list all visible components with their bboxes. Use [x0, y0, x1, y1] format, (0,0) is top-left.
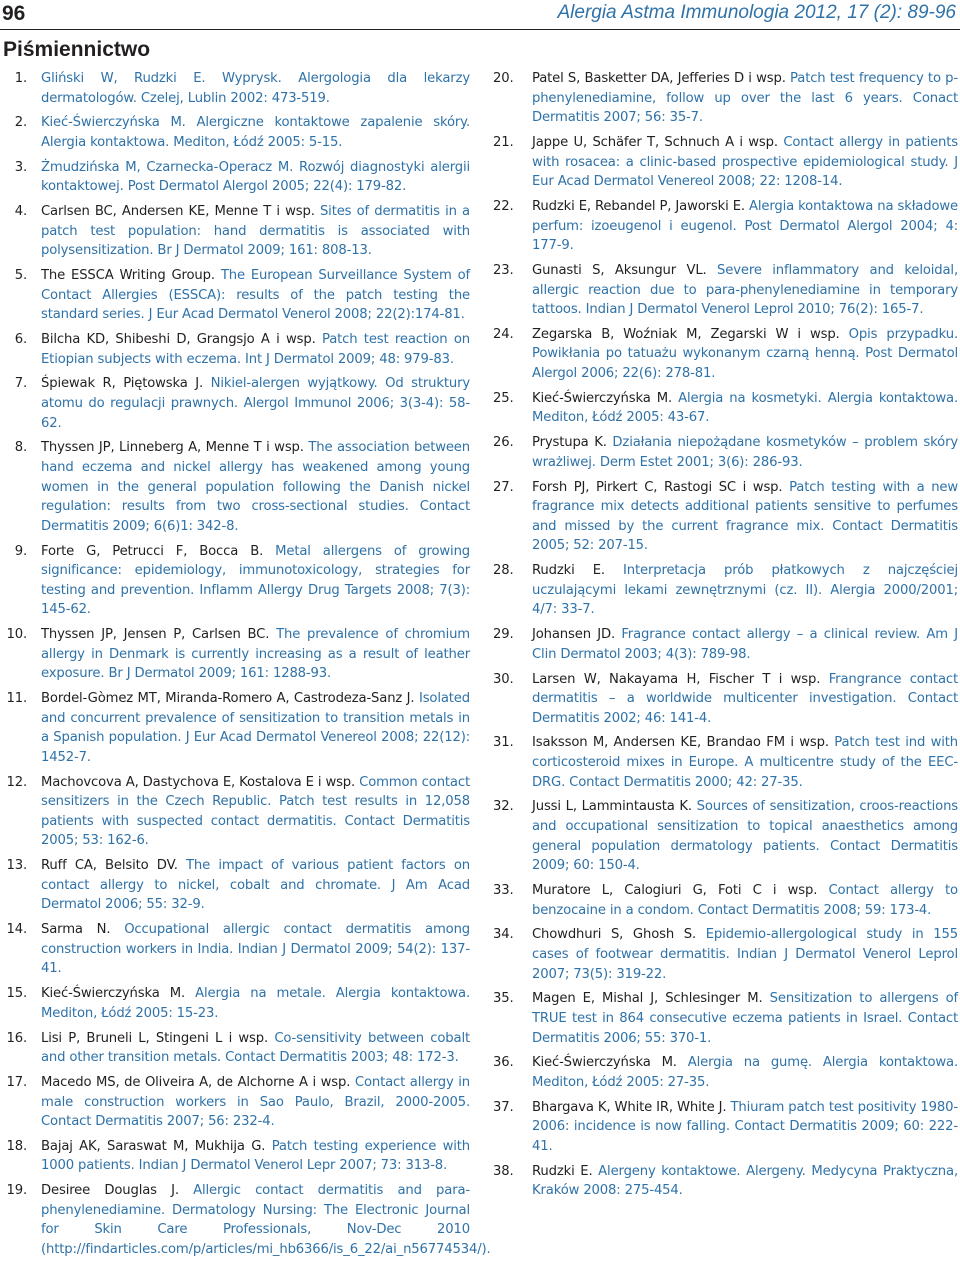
reference-citation: Alergia kontaktowa na składowe perfum: izoeugenol i eugenol. Post Dermatol Alergol 2004; 4: 177-9.	[532, 198, 958, 254]
reference-citation: Patch test reaction on Etiopian subjects with eczema. Int J Dermatol 2009; 48: 979-83.	[41, 332, 470, 367]
reference-number: 2.	[14, 115, 27, 131]
reference-item	[493, 1053, 958, 1092]
reference-item	[3, 330, 470, 369]
reference-item	[493, 433, 958, 472]
reference-number: 35.	[493, 991, 514, 1007]
reference-citation: Frangrance contact dermatitis – a worldwide multicenter investigation. Contact Dermatitis 2002; 46: 141-4.	[532, 671, 958, 726]
reference-authors: Macedo MS, de Oliveira A, de Alchorne A i wsp.	[41, 1074, 351, 1090]
page-number: 96	[2, 2, 26, 25]
reference-citation: Epidemio-allergological study in 155 cases of footwear dermatitis. Indian J Dermatol Venerol Leprol 2007; 73(5): 319-22.	[532, 927, 958, 982]
reference-item	[493, 197, 958, 256]
reference-citation: Sources of sensitization, croos-reactions and occupational sensitization to topical anaesthetics among general population dermatology patients. Contact Dermatitis 2009; 60: 150-4.	[532, 799, 958, 874]
reference-number: 12.	[6, 774, 27, 790]
reference-number: 17.	[6, 1074, 27, 1090]
reference-number: 9.	[14, 543, 27, 559]
reference-authors: Isaksson M, Andersen KE, Brandao FM i wsp.	[532, 735, 829, 751]
reference-citation: Alergia na metale. Alergia kontaktowa. Mediton, Łódź 2005: 15-23.	[41, 986, 470, 1021]
reference-item	[493, 1098, 958, 1157]
reference-item	[3, 773, 470, 851]
reference-item	[493, 325, 958, 384]
reference-authors: Ruff CA, Belsito DV.	[41, 858, 178, 874]
reference-number: 32.	[493, 799, 514, 815]
reference-number: 6.	[14, 332, 27, 348]
reference-authors: Thyssen JP, Jensen P, Carlsen BC.	[41, 627, 270, 643]
reference-citation: The impact of various patient factors on contact allergy to nickel, cobalt and chromate. J Am Acad Dermatol 2006; 55: 32-9.	[41, 858, 470, 913]
reference-citation: Patch test frequency to p-phenylenediamine, follow up over the last 6 years. Conact Dermatitis 2007; 56: 35-7.	[532, 71, 958, 126]
reference-citation: Thiuram patch test positivity 1980-2006: incidence is now falling. Contact Dermatitis 2009; 60: 222-41.	[532, 1099, 958, 1154]
reference-item	[3, 542, 470, 620]
reference-item	[493, 261, 958, 320]
reference-list-right	[493, 69, 958, 1201]
reference-citation: Fragrance contact allergy – a clinical review. Am J Clin Dermatol 2003; 4(3): 789-98.	[532, 627, 958, 662]
reference-item	[3, 689, 470, 767]
reference-authors: Bhargava K, White IR, White J.	[532, 1099, 727, 1115]
reference-authors: The ESSCA Writing Group.	[41, 268, 215, 284]
reference-citation: Severe inflammatory and keloidal, allergic reaction due to para-phenylenediamine in temporary tattoos. Indian J Dermatol Venerol Leprol 2010; 76(2): 165-7.	[532, 262, 958, 318]
reference-authors: Kieć-Świerczyńska M.	[41, 986, 186, 1002]
reference-item	[493, 670, 958, 729]
reference-citation: Occupational allergic contact dermatitis among construction workers in India. Indian J Dermatol 2009; 54(2): 137-41.	[41, 922, 471, 977]
reference-authors: Jussi L, Lammintausta K.	[532, 799, 692, 815]
reference-number: 7.	[14, 376, 27, 392]
reference-citation: Co-sensitivity between cobalt and other transition metals. Contact Dermatitis 2003; 48: 172-3.	[41, 1030, 470, 1066]
reference-citation: Kieć-Świerczyńska M. Alergiczne kontaktowe zapalenie skóry. Alergia kontaktowa. Mediton, Łódź 2005: 5-15.	[41, 115, 470, 150]
reference-number: 33.	[493, 883, 514, 898]
reference-item	[493, 561, 958, 620]
reference-authors: Rudzki E.	[532, 1163, 593, 1179]
reference-citation: Działania niepożądane kosmetyków – problem skóry wrażliwej. Derm Estet 2001; 3(6): 286-93.	[532, 435, 958, 470]
reference-authors: Chowdhuri S, Ghosh S.	[532, 927, 697, 943]
references-left-column	[3, 69, 491, 1265]
reference-number: 16.	[6, 1030, 27, 1046]
reference-number: 29.	[493, 627, 514, 643]
reference-number: 19.	[6, 1183, 27, 1199]
reference-citation: The European Surveillance System of Contact Allergies (ESSCA): results of the patch testing the standard series. J Eur Acad Dermatol Venerol 2008; 22(2):174-81.	[41, 268, 470, 323]
reference-number: 30.	[493, 671, 514, 687]
reference-item	[493, 69, 958, 128]
reference-authors: Machovcova A, Dastychova E, Kostalova E i wsp.	[41, 774, 356, 790]
reference-number: 8.	[14, 440, 27, 456]
reference-number: 38.	[493, 1163, 514, 1179]
reference-item	[493, 1162, 958, 1201]
reference-citation: Patch test ind with corticosteroid mixes in Europe. A multicentre study of the EEC-DRG. Contact Dermatitis 2000; 42: 27-35.	[532, 735, 959, 790]
reference-number: 22.	[493, 198, 514, 214]
reference-list-left	[3, 69, 491, 1260]
reference-citation: Nikiel-alergen wyjątkowy. Od struktury atomu do regulacji prawnych. Alergol Immunol 2006; 3(3-4): 58-62.	[41, 376, 471, 431]
reference-number: 1.	[14, 71, 27, 86]
reference-citation: Alergia na gumę. Alergia kontaktowa. Mediton, Łódź 2005: 27-35.	[532, 1055, 958, 1090]
reference-citation: Sensitization to allergens of TRUE test in 864 consecutive eczema patients in Israel. Contact Dermatitis 2006; 55: 370-1.	[532, 991, 958, 1046]
reference-authors: Kieć-Świerczyńska M.	[532, 390, 673, 406]
reference-item	[493, 989, 958, 1048]
reference-number: 31.	[493, 735, 514, 751]
reference-authors: Bilcha KD, Shibeshi D, Grangsjo A i wsp.	[41, 332, 316, 348]
journal-title: Alergia Astma Immunologia 2012, 17 (2): 89-96	[557, 2, 956, 23]
reference-item	[493, 478, 958, 556]
reference-item	[3, 374, 470, 433]
reference-item	[3, 984, 470, 1023]
reference-item	[3, 113, 470, 152]
reference-authors: Thyssen JP, Linneberg A, Menne T i wsp.	[41, 440, 304, 456]
reference-authors: Desiree Douglas J.	[41, 1183, 179, 1199]
reference-authors: Patel S, Basketter DA, Jefferies D i wsp.	[532, 71, 786, 86]
reference-number: 15.	[6, 986, 27, 1002]
reference-number: 34.	[493, 927, 514, 943]
reference-citation: Isolated and concurrent prevalence of sensitization to transition metals in a Spanish population. J Eur Acad Dermatol Venereol 2008; 22(12): 1452-7.	[41, 691, 470, 765]
reference-citation: Opis przypadku. Powikłania po tatuażu wykonanym czarną henną. Post Dermatol Alergol 2006; 22(6): 278-81.	[532, 326, 958, 382]
reference-authors: Lisi P, Bruneli L, Stingeni L i wsp.	[41, 1030, 269, 1046]
reference-authors: Rudzki E.	[532, 563, 605, 579]
reference-item	[493, 625, 958, 664]
reference-citation: Żmudzińska M, Czarnecka-Operacz M. Rozwój diagnostyki alergii kontaktowej. Post Dermatol Alergol 2005; 22(4): 179-82.	[41, 159, 470, 195]
reference-number: 20.	[493, 71, 514, 86]
reference-citation: Gliński W, Rudzki E. Wyprysk. Alergologia dla lekarzy dermatologów. Czelej, Lublin 2002: 473-519.	[41, 71, 470, 106]
reference-citation: Contact allergy in male construction workers in Sao Paulo, Brazil, 2000-2005. Contact Dermatitis 2007; 56: 232-4.	[41, 1074, 470, 1130]
reference-item	[493, 881, 958, 920]
reference-item	[3, 1137, 470, 1176]
reference-authors: Jappe U, Schäfer T, Schnuch A i wsp.	[532, 134, 778, 150]
reference-number: 5.	[14, 268, 27, 284]
reference-authors: Rudzki E, Rebandel P, Jaworski E.	[532, 198, 745, 214]
reference-authors: Kieć-Świerczyńska M.	[532, 1055, 677, 1071]
reference-citation: The prevalence of chromium allergy in Denmark is currently increasing as a result of leather exposure. Br J Dermatol 2009; 161: 1288-93.	[41, 627, 470, 682]
reference-item	[493, 797, 958, 875]
reference-item	[3, 1029, 470, 1068]
reference-authors: Forsh PJ, Pirkert C, Rastogi SC i wsp.	[532, 479, 783, 495]
reference-number: 3.	[14, 159, 27, 175]
reference-authors: Prystupa K.	[532, 435, 607, 451]
reference-citation: Allergic contact dermatitis and para-phenylenediamine. Dermatology Nursing: The Electronic Journal for Skin Care Professionals, Nov-Dec 2010 (http://findarticles.com/p/articles/mi_hb6366/is_6_22/ai_n56774534/).	[41, 1183, 491, 1258]
reference-citation: Sites of dermatitis in a patch test population: hand dermatitis is associated with polysensitization. Br J Dermatol 2009; 161: 808-13.	[41, 204, 470, 259]
reference-authors: Magen E, Mishal J, Schlesinger M.	[532, 991, 763, 1007]
reference-item	[3, 202, 470, 261]
header-divider	[0, 29, 960, 30]
reference-citation: Contact allergy in patients with rosacea: a clinic-based prospective epidemiological study. J Eur Acad Dermatol Venereol 2008; 22: 1208-14.	[532, 134, 958, 190]
reference-number: 10.	[6, 627, 27, 643]
reference-item	[3, 856, 470, 915]
reference-citation: Alergeny kontaktowe. Alergeny. Medycyna Praktyczna, Kraków 2008: 275-454.	[532, 1163, 958, 1199]
reference-number: 14.	[6, 922, 27, 938]
reference-item	[3, 266, 470, 325]
reference-authors: Johansen JD.	[532, 627, 615, 643]
reference-item	[3, 920, 470, 979]
reference-number: 4.	[14, 204, 27, 220]
section-title: Piśmiennictwo	[3, 38, 151, 61]
reference-item	[3, 1181, 491, 1259]
reference-item	[493, 925, 958, 984]
reference-citation: Metal allergens of growing significance: epidemiology, immunotoxicology, strategies for testing and prevention. Inflamm Allergy Drug Targets 2008; 7(3): 145-62.	[41, 543, 470, 618]
reference-item	[493, 133, 958, 192]
reference-citation: Patch testing experience with 1000 patients. Indian J Dermatol Venerol Lepr 2007; 73: 313-8.	[41, 1138, 470, 1174]
reference-authors: Forte G, Petrucci F, Bocca B.	[41, 543, 264, 559]
reference-number: 13.	[6, 858, 27, 874]
reference-number: 36.	[493, 1055, 514, 1071]
reference-citation: Alergia na kosmetyki. Alergia kontaktowa. Mediton, Łódź 2005: 43-67.	[532, 390, 958, 426]
reference-number: 37.	[493, 1099, 514, 1115]
reference-number: 26.	[493, 435, 514, 451]
reference-authors: Zegarska B, Woźniak M, Zegarski W i wsp.	[532, 326, 840, 342]
reference-item	[493, 389, 958, 428]
reference-item	[3, 625, 470, 684]
reference-number: 24.	[493, 326, 514, 342]
reference-citation: Patch testing with a new fragrance mix detects additional patients sensitive to perfumes and missed by the current fragrance mix. Contact Dermatitis 2005; 52: 207-15.	[532, 479, 959, 554]
reference-authors: Bajaj AK, Saraswat M, Mukhija G.	[41, 1138, 266, 1154]
reference-authors: Carlsen BC, Andersen KE, Menne T i wsp.	[41, 204, 315, 220]
reference-number: 18.	[6, 1138, 27, 1154]
reference-item	[3, 438, 470, 536]
reference-citation: Common contact sensitizers in the Czech Republic. Patch test results in 12,058 patients with suspected contact dermatitis. Contact Dermatitis 2005; 53: 162-6.	[41, 774, 470, 849]
reference-authors: Sarma N.	[41, 922, 111, 938]
references-right-column	[493, 69, 958, 1206]
reference-item	[3, 1073, 470, 1132]
reference-citation: The association between hand eczema and nickel allergy has weakened among young women in the general population following the Danish nickel regulation: results from two cross-sectional studies. Contact Dermatitis 2009; 6(6)1: 342-8.	[41, 440, 470, 534]
reference-number: 25.	[493, 390, 514, 406]
reference-number: 27.	[493, 479, 514, 495]
reference-authors: Larsen W, Nakayama H, Fischer T i wsp.	[532, 671, 821, 687]
reference-citation: Contact allergy to benzocaine in a condom. Contact Dermatitis 2008; 59: 173-4.	[532, 883, 958, 918]
reference-item	[3, 69, 470, 108]
reference-number: 21.	[493, 134, 514, 150]
reference-item	[493, 733, 958, 792]
reference-citation: Interpretacja prób płatkowych z najczęściej uczulającymi lekami zewnętrznymi (cz. II). Alergia 2000/2001; 4/7: 33-7.	[532, 563, 959, 618]
reference-number: 11.	[6, 691, 27, 707]
reference-number: 23.	[493, 262, 514, 278]
reference-authors: Gunasti S, Aksungur VL.	[532, 262, 707, 278]
reference-item	[3, 158, 470, 197]
reference-authors: Śpiewak R, Piętowska J.	[41, 376, 204, 392]
reference-authors: Bordel-Gòmez MT, Miranda-Romero A, Castrodeza-Sanz J.	[41, 691, 415, 707]
reference-authors: Muratore L, Calogiuri G, Foti C i wsp.	[532, 883, 818, 898]
reference-number: 28.	[493, 563, 514, 579]
